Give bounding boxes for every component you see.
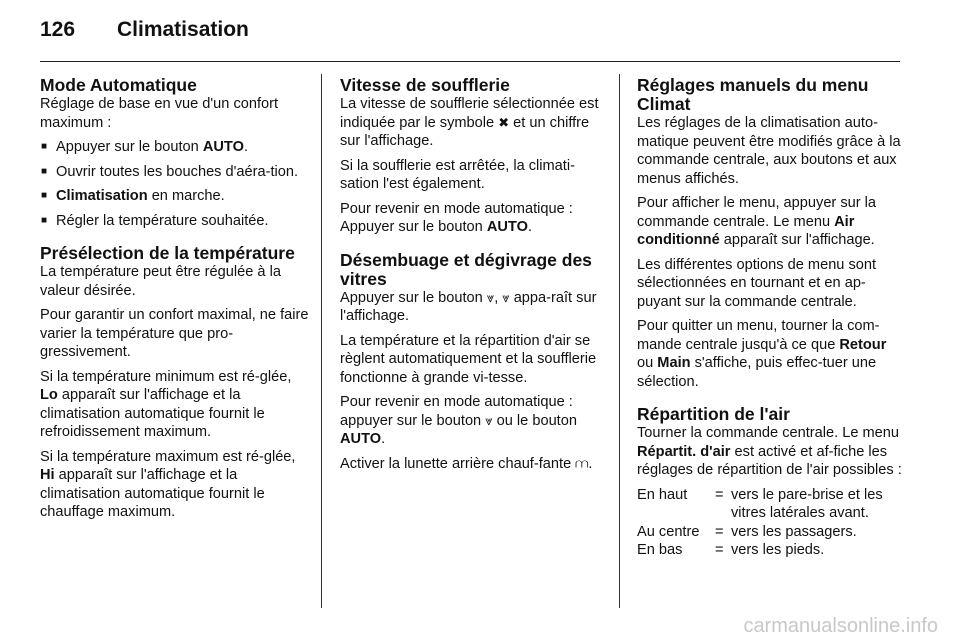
equals: = <box>715 542 724 558</box>
paragraph: La température et la répartition d'air se règlent automatiquement et la soufflerie fonctionne à grande vi-tesse. <box>340 332 597 386</box>
paragraph: Tourner la commande centrale. Le menu Répartit. d'air est activé et af-fiche les réglages de répartition de l'air possibles : <box>637 425 902 478</box>
paragraph: Réglage de base en vue d'un confort maximum : <box>40 96 279 131</box>
paragraph: Si la soufflerie est arrêtée, la climati-sation l'est également. <box>340 157 575 192</box>
bullet-icon: ■ <box>41 214 48 226</box>
header-divider <box>40 61 900 62</box>
column-right <box>637 76 905 560</box>
heading-defog-defrost: Désembuage et dégivrage des vitres <box>340 249 592 289</box>
bullet-icon: ■ <box>41 190 48 201</box>
bullet-list <box>40 138 312 230</box>
paragraph: Si la température minimum est ré-glée, Lo apparaît sur l'affichage et la climatisation automatique fournit le refroidissement maximum. <box>40 368 292 440</box>
heading-fan-speed: Vitesse de soufflerie <box>340 75 510 95</box>
windscreen-defrost-icon: ⩔ <box>502 289 510 305</box>
definition: vers le pare-brise et les vitres latérales avant. <box>731 486 883 521</box>
paragraph: Appuyer sur le bouton ⩔, ⩔ appa-raît sur l'affichage. <box>340 289 597 324</box>
column-divider <box>321 74 322 608</box>
heading-automatic-mode: Mode Automatique <box>40 75 197 95</box>
paragraph: Les différentes options de menu sont sélectionnées en tournant et en ap-puyant sur la commande centrale. <box>637 256 877 310</box>
paragraph: Activer la lunette arrière chauf-fante ⩋. <box>340 455 593 472</box>
paragraph: Pour revenir en mode automatique : appuyer sur le bouton ⩔ ou le bouton AUTO. <box>340 394 577 447</box>
rear-window-heater-icon: ⩋ <box>575 455 589 471</box>
list-item: ■ Appuyer sur le bouton AUTO. <box>41 139 248 155</box>
paragraph: Pour quitter un menu, tourner la com-mande centrale jusqu'à ce que Retour ou Main s'affiche, puis effec-tuer une sélection. <box>637 318 887 390</box>
term: En haut <box>637 486 688 503</box>
bullet-icon: ■ <box>41 141 48 152</box>
heading-temperature-preselection: Présélection de la température <box>40 243 295 263</box>
list-item: ■ Régler la température souhaitée. <box>41 212 269 229</box>
column-divider <box>619 74 620 608</box>
page-header <box>40 18 900 60</box>
paragraph: Si la température maximum est ré-glée, Hi apparaît sur l'affichage et la climatisation automatique fournit le chauffage maximum. <box>40 448 296 520</box>
windscreen-defrost-icon: ⩔ <box>486 289 495 305</box>
term: Au centre <box>637 523 700 540</box>
page-number: 126 <box>40 18 76 41</box>
definition: vers les pieds. <box>731 542 825 558</box>
air-distribution-table <box>637 486 905 560</box>
column-left <box>40 76 312 528</box>
list-item: ■ Ouvrir toutes les bouches d'aéra-tion. <box>41 163 299 180</box>
term: En bas <box>637 542 683 558</box>
watermark: carmanualsonline.info <box>743 615 938 637</box>
heading-manual-climate-menu: Réglages manuels du menu Climat <box>637 75 869 114</box>
heading-air-distribution: Répartition de l'air <box>637 404 790 424</box>
paragraph: La température peut être régulée à la valeur désirée. <box>40 264 281 299</box>
table-row <box>637 523 905 542</box>
paragraph: Pour revenir en mode automatique : Appuyer sur le bouton AUTO. <box>340 200 573 235</box>
chapter-title: Climatisation <box>117 18 249 41</box>
paragraph: La vitesse de soufflerie sélectionnée est indiquée par le symbole ✖ et un chiffre sur l'affichage. <box>340 96 599 149</box>
table-row <box>637 486 905 523</box>
paragraph: Les réglages de la climatisation auto-matique peuvent être modifiés grâce à la commande centrale, aux boutons et aux menus affichés. <box>637 115 901 187</box>
table-row <box>637 541 905 560</box>
column-middle <box>340 76 610 479</box>
fan-icon: ✖ <box>498 114 510 130</box>
equals: = <box>715 486 724 503</box>
list-item: ■ Climatisation en marche. <box>41 188 225 204</box>
paragraph: Pour afficher le menu, appuyer sur la commande centrale. Le menu Air conditionné apparaît sur l'affichage. <box>637 195 877 248</box>
paragraph: Pour garantir un confort maximal, ne faire varier la température que pro-gressivement. <box>40 307 309 360</box>
bullet-icon: ■ <box>41 165 48 177</box>
windscreen-defrost-icon: ⩔ <box>485 412 493 428</box>
definition: vers les passagers. <box>731 523 857 540</box>
equals: = <box>715 523 724 540</box>
